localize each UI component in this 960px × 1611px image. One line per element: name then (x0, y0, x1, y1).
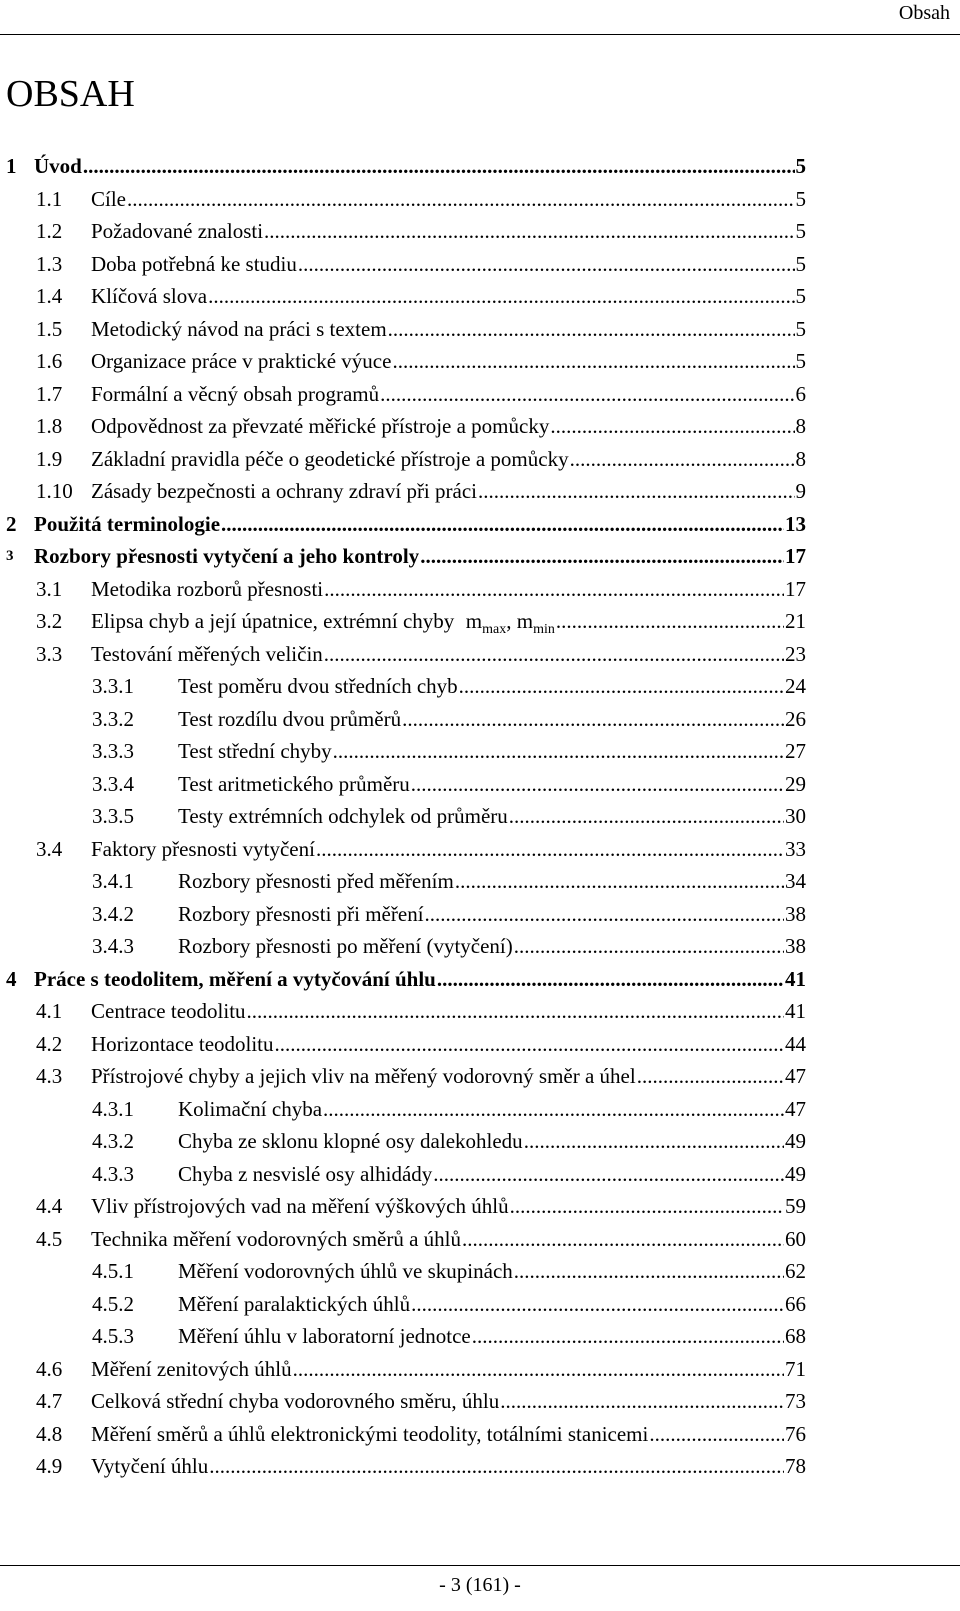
toc-entry-symbol: m (455, 609, 483, 633)
toc-dot-leader (425, 898, 784, 931)
toc-entry-number: 4.5.2 (92, 1291, 134, 1316)
toc-entry-number: 3.3.3 (92, 739, 134, 763)
toc-entry[interactable] (0, 1158, 806, 1191)
toc-entry-number: 1.9 (36, 446, 63, 471)
toc-entry-page: 49 (784, 1125, 806, 1158)
toc-dot-leader (411, 768, 784, 801)
toc-entry[interactable] (0, 1450, 806, 1483)
toc-entry-page: 38 (784, 930, 806, 963)
toc-dot-leader (420, 540, 784, 573)
toc-dot-leader (637, 1060, 784, 1093)
toc-dot-leader (433, 1158, 784, 1191)
toc-entry-title: Cíle (91, 183, 127, 216)
toc-entry-title: Formální a věcný obsah programů (91, 378, 380, 411)
toc-entry[interactable] (0, 508, 806, 541)
toc-entry[interactable] (0, 1125, 806, 1158)
toc-entry[interactable] (0, 1418, 806, 1451)
toc-dot-leader (323, 1093, 784, 1126)
toc-entry-number: 3.3.4 (92, 771, 134, 796)
toc-entry-page: 66 (784, 1288, 806, 1321)
toc-entry-number: 1.8 (36, 414, 63, 438)
toc-entry-number: 4.4 (36, 1194, 63, 1218)
toc-entry-title: Vliv přístrojových vad na měření výškových úhlů (91, 1190, 510, 1223)
toc-entry[interactable] (0, 150, 806, 183)
toc-entry-page: 62 (784, 1255, 806, 1288)
toc-entry[interactable] (0, 1093, 806, 1126)
toc-entry-title: Práce s teodolitem, měření a vytyčování úhlu (34, 963, 437, 996)
toc-entry-page: 59 (784, 1190, 806, 1223)
toc-entry-number: 1.3 (36, 251, 63, 276)
toc-entry-title: Zásady bezpečnosti a ochrany zdraví při práci (91, 475, 478, 508)
toc-dot-leader (514, 1255, 784, 1288)
toc-entry-page: 8 (795, 443, 807, 476)
toc-dot-leader (509, 800, 784, 833)
toc-entry-page: 5 (795, 313, 807, 346)
toc-entry-number: 3.3.1 (92, 674, 134, 698)
toc-entry-number: 4.3.2 (92, 1129, 134, 1153)
toc-entry-number: 3.3.2 (92, 706, 134, 731)
toc-entry-title: Elipsa chyb a její úpatnice, extrémní chyby (91, 609, 455, 633)
toc-entry-page: 41 (784, 963, 806, 996)
toc-entry-number: 1.2 (36, 219, 63, 243)
toc-entry[interactable] (0, 475, 806, 508)
toc-entry-title: Rozbory přesnosti před měřením (178, 865, 455, 898)
toc-dot-leader (380, 378, 794, 411)
toc-dot-leader (472, 1320, 784, 1353)
toc-entry[interactable] (0, 378, 806, 411)
toc-entry-title: Přístrojové chyby a jejich vliv na měřený vodorovný směr a úhel (91, 1060, 637, 1093)
toc-dot-leader (316, 833, 784, 866)
toc-dot-leader (570, 443, 795, 476)
toc-dot-leader (298, 248, 795, 281)
toc-entry-number: 3.4.2 (92, 901, 134, 926)
toc-entry-page: 33 (784, 833, 806, 866)
toc-dot-leader (524, 1125, 784, 1158)
page-title: OBSAH (6, 73, 135, 115)
toc-entry-title: Úvod (34, 150, 83, 183)
toc-entry-number: 3 (6, 548, 14, 564)
toc-entry-title: Kolimační chyba (178, 1093, 323, 1126)
toc-entry-page: 68 (784, 1320, 806, 1353)
toc-entry-title: Centrace teodolitu (91, 995, 247, 1028)
toc-dot-leader (500, 1385, 784, 1418)
toc-dot-leader (402, 703, 784, 736)
toc-entry-page: 47 (784, 1093, 806, 1126)
toc-entry-page: 17 (784, 573, 806, 606)
toc-entry-title: Horizontace teodolitu (91, 1028, 275, 1061)
toc-entry-number: 2 (6, 511, 17, 536)
toc-entry-subscript: max (482, 622, 507, 638)
toc-entry-page: 34 (784, 865, 806, 898)
toc-entry-number: 4.5.3 (92, 1324, 134, 1348)
toc-entry-number: 3.4.3 (92, 934, 134, 958)
toc-entry[interactable] (0, 215, 806, 248)
toc-dot-leader (247, 995, 784, 1028)
toc-dot-leader (459, 670, 784, 703)
toc-entry-title: Test střední chyby (178, 735, 333, 768)
toc-entry-title: Základní pravidla péče o geodetické přístroje a pomůcky (91, 443, 570, 476)
toc-entry[interactable] (0, 573, 806, 606)
toc-entry[interactable] (0, 280, 806, 313)
toc-entry[interactable] (0, 410, 806, 443)
toc-dot-leader (209, 1450, 784, 1483)
toc-entry-number: 3.1 (36, 576, 63, 601)
toc-entry-title: Testy extrémních odchylek od průměru (178, 800, 509, 833)
toc-entry-title: Rozbory přesnosti při měření (178, 898, 425, 931)
toc-dot-leader (324, 638, 784, 671)
toc-entry-number: 1.5 (36, 316, 63, 341)
toc-dot-leader (208, 280, 794, 313)
toc-entry[interactable] (0, 638, 806, 671)
toc-entry[interactable] (0, 735, 806, 768)
toc-entry-page: 5 (795, 215, 807, 248)
toc-entry-title: Celková střední chyba vodorovného směru, úhlu (91, 1385, 500, 1418)
toc-entry[interactable] (0, 1190, 806, 1223)
toc-entry[interactable] (0, 703, 806, 736)
running-header: Obsah (898, 2, 950, 24)
toc-entry[interactable] (0, 833, 806, 866)
toc-entry-title: Chyba z nesvislé osy alhidády (178, 1158, 433, 1191)
toc-entry-page: 21 (784, 605, 806, 647)
toc-entry-page: 13 (784, 508, 806, 541)
toc-dot-leader (462, 1223, 784, 1256)
toc-entry-page: 60 (784, 1223, 806, 1256)
table-of-contents (0, 150, 806, 1483)
toc-entry-title: Chyba ze sklonu klopné osy dalekohledu (178, 1125, 524, 1158)
toc-entry[interactable] (0, 1320, 806, 1353)
toc-entry-number: 4 (6, 966, 17, 991)
toc-entry-page: 38 (784, 898, 806, 931)
toc-entry-title: Rozbory přesnosti vytyčení a jeho kontroly (34, 540, 420, 573)
toc-entry-number: 4.3 (36, 1064, 63, 1088)
toc-entry[interactable] (0, 183, 806, 216)
toc-dot-leader (293, 1353, 784, 1386)
toc-entry-subscript: min (533, 622, 555, 638)
toc-dot-leader (478, 475, 795, 508)
toc-entry-title: Technika měření vodorovných směrů a úhlů (91, 1223, 462, 1256)
toc-entry-page: 47 (784, 1060, 806, 1093)
footer-rule (0, 1565, 960, 1566)
toc-dot-leader (649, 1418, 784, 1451)
toc-entry[interactable] (0, 1255, 806, 1288)
toc-dot-leader (127, 183, 795, 216)
toc-entry-number: 4.6 (36, 1356, 63, 1381)
toc-entry-page: 73 (784, 1385, 806, 1418)
toc-entry-page: 41 (784, 995, 806, 1028)
toc-entry[interactable] (0, 1353, 806, 1386)
toc-entry-page: 78 (784, 1450, 806, 1483)
toc-entry-number: 4.3.3 (92, 1161, 134, 1186)
toc-entry-title: Měření vodorovných úhlů ve skupinách (178, 1255, 514, 1288)
toc-entry-number: 1 (6, 154, 17, 178)
toc-dot-leader (550, 410, 794, 443)
toc-dot-leader (411, 1288, 784, 1321)
toc-entry[interactable] (0, 313, 806, 346)
toc-dot-leader (264, 215, 794, 248)
toc-entry-number: 3.3.5 (92, 804, 134, 828)
toc-entry-number: 4.1 (36, 999, 63, 1023)
toc-entry-number: 3.3 (36, 641, 63, 666)
toc-entry[interactable] (0, 898, 806, 931)
toc-entry-number: 1.7 (36, 381, 63, 406)
toc-entry[interactable] (0, 768, 806, 801)
toc-dot-leader (275, 1028, 784, 1061)
toc-entry[interactable] (0, 865, 806, 898)
toc-entry-number: 4.8 (36, 1421, 63, 1446)
toc-entry-number: 1.10 (36, 479, 73, 503)
toc-entry-title: Klíčová slova (91, 280, 208, 313)
toc-entry-number: 3.2 (36, 609, 63, 633)
toc-entry-page: 27 (784, 735, 806, 768)
toc-entry-title: Měření zenitových úhlů (91, 1353, 293, 1386)
toc-entry-page: 44 (784, 1028, 806, 1061)
toc-entry[interactable] (0, 605, 806, 638)
toc-entry[interactable] (0, 995, 806, 1028)
toc-entry[interactable] (0, 540, 806, 573)
toc-entry-title: Testování měřených veličin (91, 638, 324, 671)
toc-entry-page: 17 (784, 540, 806, 573)
toc-entry-title: Odpovědnost za převzaté měřické přístroje a pomůcky (91, 410, 550, 443)
toc-entry-page: 5 (795, 150, 807, 183)
toc-entry-page: 8 (795, 410, 807, 443)
toc-entry-number: 4.5 (36, 1226, 63, 1251)
toc-entry-title: Doba potřebná ke studiu (91, 248, 298, 281)
toc-entry[interactable] (0, 248, 806, 281)
toc-entry-page: 9 (795, 475, 807, 508)
toc-entry-page: 5 (795, 345, 807, 378)
toc-entry-title: Organizace práce v praktické výuce (91, 345, 392, 378)
toc-entry-title: Metodický návod na práci s textem (91, 313, 388, 346)
toc-dot-leader (324, 573, 784, 606)
toc-entry-title: Rozbory přesnosti po měření (vytyčení) (178, 930, 514, 963)
toc-entry-number: 3.4 (36, 836, 63, 861)
toc-entry[interactable] (0, 963, 806, 996)
toc-entry-title: Požadované znalosti (91, 215, 264, 248)
toc-entry-page: 24 (784, 670, 806, 703)
toc-dot-leader (455, 865, 784, 898)
header-rule (0, 34, 960, 35)
toc-entry-title: Test poměru dvou středních chyb (178, 670, 459, 703)
toc-entry-page: 26 (784, 703, 806, 736)
toc-entry-title: Metodika rozborů přesnosti (91, 573, 324, 606)
toc-entry[interactable] (0, 670, 806, 703)
toc-dot-leader (221, 508, 784, 541)
toc-entry[interactable] (0, 1385, 806, 1418)
toc-entry-title: Měření paralaktických úhlů (178, 1288, 411, 1321)
toc-entry-symbol: , m (506, 609, 534, 633)
toc-entry[interactable] (0, 1223, 806, 1256)
toc-entry-page: 5 (795, 248, 807, 281)
toc-entry-page: 30 (784, 800, 806, 833)
toc-entry[interactable] (0, 1060, 806, 1093)
toc-entry-number: 4.7 (36, 1389, 63, 1413)
toc-entry-title: Test rozdílu dvou průměrů (178, 703, 402, 736)
toc-dot-leader (514, 930, 784, 963)
toc-dot-leader (388, 313, 795, 346)
toc-entry-number: 1.1 (36, 186, 63, 211)
toc-entry-page: 76 (784, 1418, 806, 1451)
toc-dot-leader (392, 345, 794, 378)
toc-dot-leader (83, 150, 795, 183)
toc-entry-title: Faktory přesnosti vytyčení (91, 833, 316, 866)
toc-entry-page: 5 (795, 280, 807, 313)
toc-entry-number: 1.4 (36, 284, 63, 308)
toc-entry-page: 29 (784, 768, 806, 801)
toc-entry-number: 4.3.1 (92, 1096, 134, 1121)
toc-entry-number: 4.9 (36, 1454, 63, 1478)
toc-entry-page: 6 (795, 378, 807, 411)
toc-dot-leader (333, 735, 784, 768)
toc-entry-number: 4.2 (36, 1031, 63, 1056)
toc-entry-page: 23 (784, 638, 806, 671)
toc-entry-page: 71 (784, 1353, 806, 1386)
page-number: - 3 (161) - (439, 1574, 521, 1596)
toc-entry-title: Měření úhlu v laboratorní jednotce (178, 1320, 472, 1353)
toc-entry[interactable] (0, 800, 806, 833)
toc-entry-title: Test aritmetického průměru (178, 768, 411, 801)
toc-entry-number: 4.5.1 (92, 1259, 134, 1283)
toc-dot-leader (437, 963, 784, 996)
toc-entry[interactable] (0, 1028, 806, 1061)
toc-entry-page: 5 (795, 183, 807, 216)
toc-entry-title: Vytyčení úhlu (91, 1450, 209, 1483)
toc-entry[interactable] (0, 345, 806, 378)
toc-entry[interactable] (0, 930, 806, 963)
toc-dot-leader (510, 1190, 784, 1223)
toc-entry-title: Měření směrů a úhlů elektronickými teodolity, totálními stanicemi (91, 1418, 649, 1451)
toc-entry-page: 49 (784, 1158, 806, 1191)
toc-entry-number: 1.6 (36, 349, 63, 373)
toc-entry[interactable] (0, 1288, 806, 1321)
toc-entry[interactable] (0, 443, 806, 476)
toc-entry-title: Použitá terminologie (34, 508, 221, 541)
toc-entry-number: 3.4.1 (92, 869, 134, 893)
